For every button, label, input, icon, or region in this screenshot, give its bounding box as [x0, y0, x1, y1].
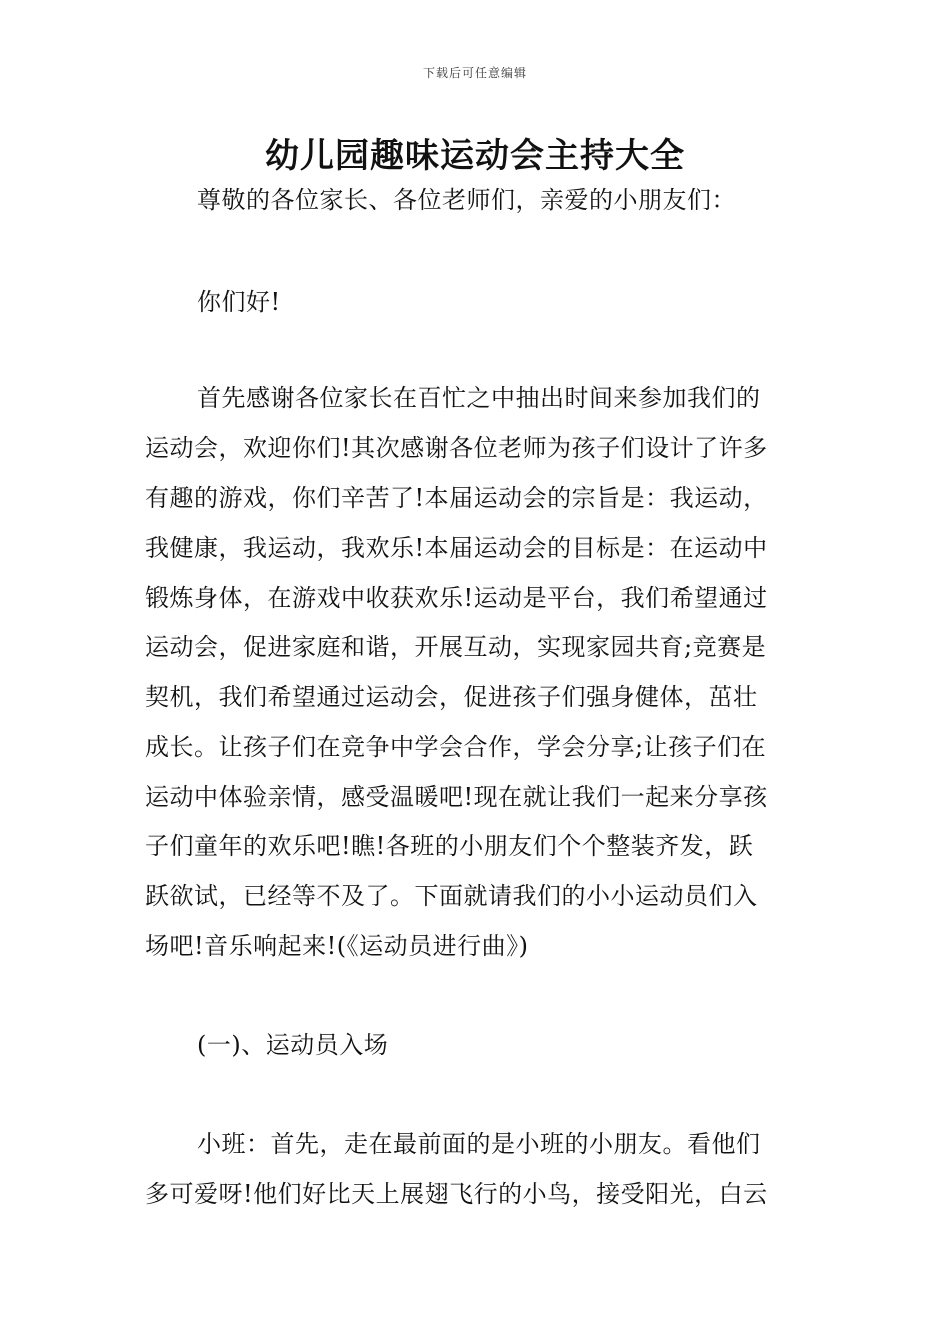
intro-line: 成长。让孩子们在竞争中学会合作，学会分享;让孩子们在: [145, 733, 767, 761]
intro-line: 运动会，欢迎你们!其次感谢各位老师为孩子们设计了许多: [145, 434, 768, 462]
intro-line: 有趣的游戏，你们辛苦了!本届运动会的宗旨是：我运动，: [145, 484, 768, 512]
section-line: 多可爱呀!他们好比天上展翅飞行的小鸟，接受阳光，白云: [145, 1180, 768, 1208]
intro-line: 场吧!音乐响起来!(《运动员进行曲》): [145, 932, 529, 960]
document-title: 幼儿园趣味运动会主持大全: [265, 136, 685, 176]
intro-line: 首先感谢各位家长在百忙之中抽出时间来参加我们的: [197, 384, 761, 412]
intro-line: 子们童年的欢乐吧!瞧!各班的小朋友们个个整装齐发，跃: [145, 832, 754, 860]
section-line: 小班：首先，走在最前面的是小班的小朋友。看他们: [197, 1130, 761, 1158]
salutation: 尊敬的各位家长、各位老师们，亲爱的小朋友们：: [197, 186, 736, 214]
greeting: 你们好!: [197, 288, 281, 316]
header-note: 下载后可任意编辑: [422, 66, 527, 80]
intro-line: 跃欲试，已经等不及了。下面就请我们的小小运动员们入: [145, 882, 758, 910]
intro-line: 我健康，我运动，我欢乐!本届运动会的目标是：在运动中: [145, 534, 768, 562]
intro-line: 契机，我们希望通过运动会，促进孩子们强身健体，茁壮: [145, 683, 758, 711]
intro-line: 锻炼身体，在游戏中收获欢乐!运动是平台，我们希望通过: [145, 584, 768, 612]
section-heading: (一)、运动员入场: [197, 1031, 389, 1059]
intro-line: 运动中体验亲情，感受温暖吧!现在就让我们一起来分享孩: [145, 783, 768, 811]
intro-line: 运动会，促进家庭和谐，开展互动，实现家园共育;竞赛是: [145, 633, 767, 661]
